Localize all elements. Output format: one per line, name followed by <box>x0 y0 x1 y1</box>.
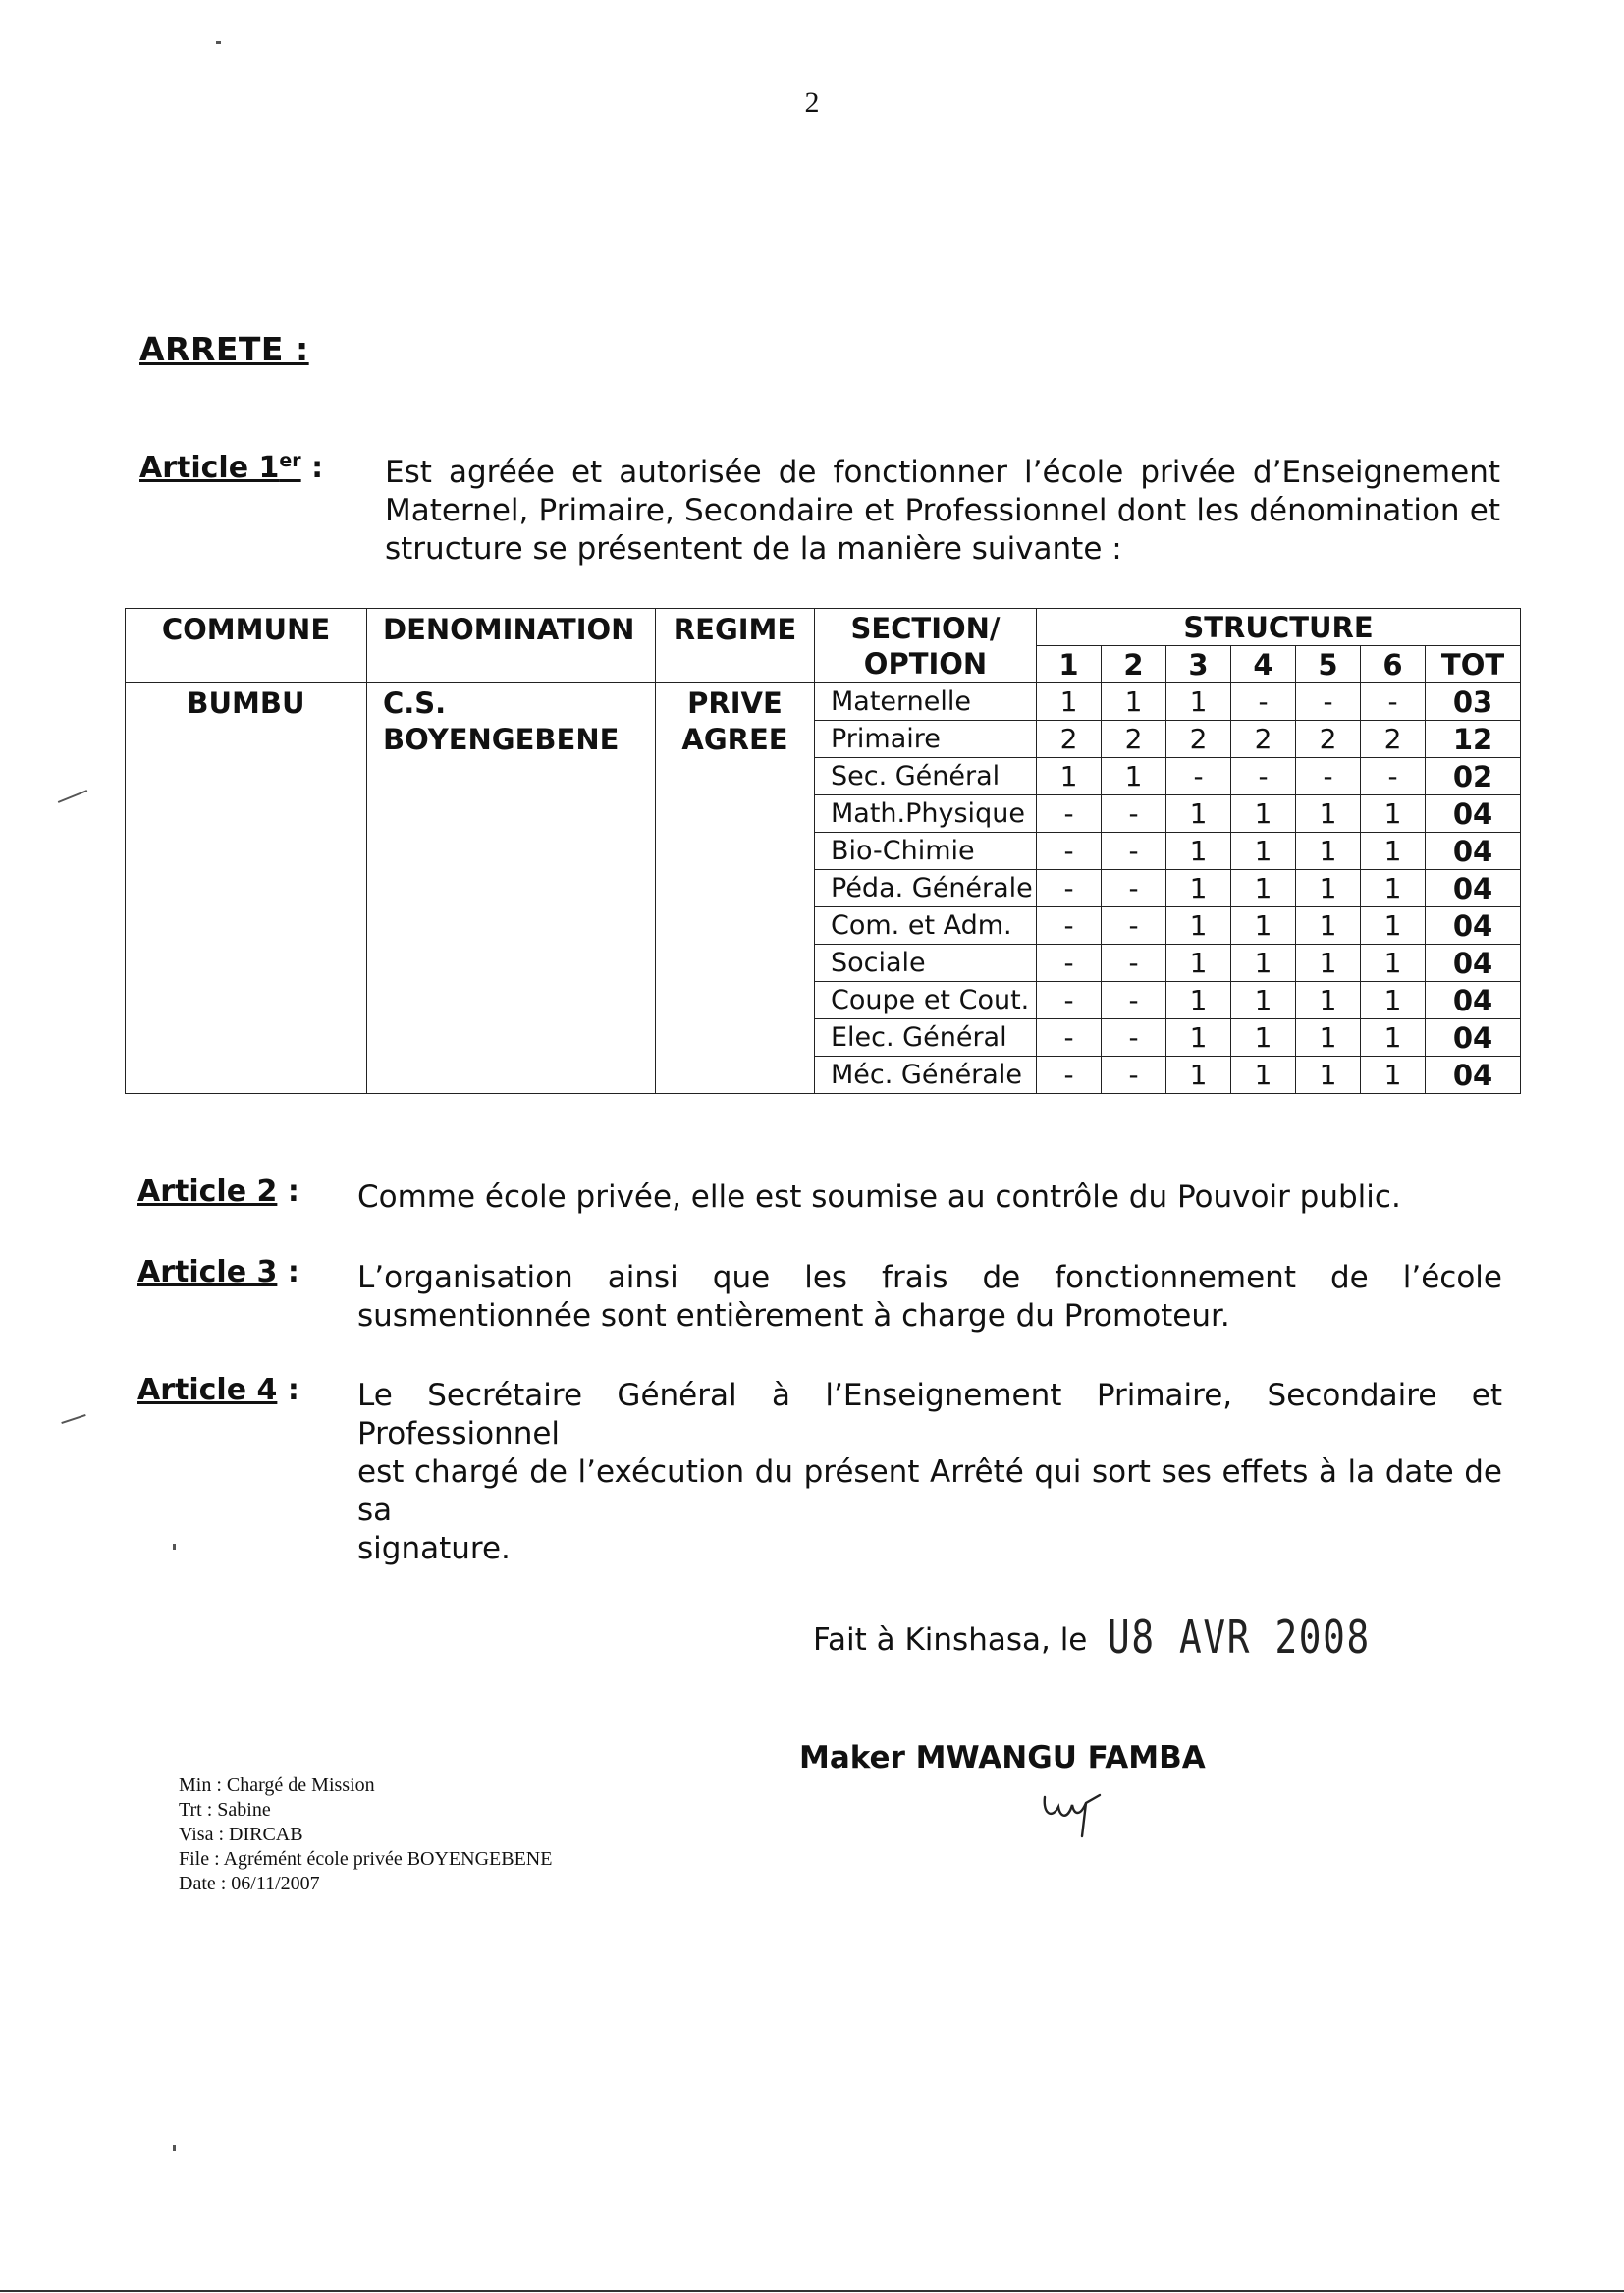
year-value-cell: - <box>1296 758 1361 795</box>
denomination-line: C.S. <box>383 686 447 720</box>
article-4-line: est chargé de l’exécution du présent Arrêté qui sort ses effets à la date de sa <box>357 1454 1502 1528</box>
header-regime: REGIME <box>656 609 815 683</box>
article-3-line: L’organisation ainsi que les frais de fonctionnement de l’école <box>357 1260 1502 1295</box>
year-value-cell: - <box>1231 683 1296 721</box>
page-bottom-edge <box>0 2290 1624 2292</box>
year-value-cell: 2 <box>1102 721 1166 758</box>
year-value-cell: 1 <box>1166 833 1231 870</box>
section-cell: Péda. Générale <box>815 870 1037 907</box>
year-value-cell: 2 <box>1037 721 1102 758</box>
header-total: TOT <box>1426 646 1521 683</box>
year-value-cell: 2 <box>1166 721 1231 758</box>
article-3-label-suffix: : <box>277 1255 299 1289</box>
year-value-cell: - <box>1037 833 1102 870</box>
total-cell: 04 <box>1426 795 1521 833</box>
year-value-cell: 1 <box>1296 907 1361 945</box>
page-heading: ARRETE : <box>139 330 309 368</box>
article-3-label <box>137 1255 299 1289</box>
header-year: 5 <box>1296 646 1361 683</box>
year-value-cell: 1 <box>1231 945 1296 982</box>
reference-line: Visa : DIRCAB <box>179 1824 303 1845</box>
header-section <box>815 609 1037 683</box>
year-value-cell: 1 <box>1296 1019 1361 1057</box>
total-cell: 04 <box>1426 1019 1521 1057</box>
reference-line: Trt : Sabine <box>179 1799 271 1821</box>
article-4-line: signature. <box>357 1531 511 1566</box>
year-value-cell: 1 <box>1166 795 1231 833</box>
article-1-label-main: Article 1 <box>139 451 280 485</box>
article-1-line: Maternel, Primaire, Secondaire et Professionnel dont les dénomination et <box>385 493 1500 528</box>
year-value-cell: 1 <box>1231 982 1296 1019</box>
year-value-cell: 1 <box>1296 795 1361 833</box>
year-value-cell: 1 <box>1166 1019 1231 1057</box>
year-value-cell: 2 <box>1296 721 1361 758</box>
section-cell: Math.Physique <box>815 795 1037 833</box>
year-value-cell: 1 <box>1231 907 1296 945</box>
denomination-line: BOYENGEBENE <box>383 723 620 756</box>
year-value-cell: 1 <box>1166 683 1231 721</box>
article-3-line: susmentionnée sont entièrement à charge du Promoteur. <box>357 1298 1230 1334</box>
scan-speck <box>58 790 87 803</box>
year-value-cell: - <box>1037 870 1102 907</box>
article-4-label <box>137 1373 299 1407</box>
header-denomination: DENOMINATION <box>367 609 656 683</box>
year-value-cell: 1 <box>1231 833 1296 870</box>
year-value-cell: 1 <box>1102 683 1166 721</box>
year-value-cell: - <box>1102 907 1166 945</box>
year-value-cell: - <box>1231 758 1296 795</box>
year-value-cell: - <box>1102 1057 1166 1094</box>
total-cell: 03 <box>1426 683 1521 721</box>
year-value-cell: 1 <box>1166 945 1231 982</box>
year-value-cell: - <box>1037 1057 1102 1094</box>
article-2-text <box>357 1178 1502 1217</box>
article-1-label-suffix: : <box>300 451 324 485</box>
year-value-cell: 1 <box>1231 870 1296 907</box>
year-value-cell: - <box>1102 1019 1166 1057</box>
article-2-line: Comme école privée, elle est soumise au contrôle du Pouvoir public. <box>357 1179 1401 1215</box>
header-year: 6 <box>1361 646 1426 683</box>
total-cell: 04 <box>1426 945 1521 982</box>
total-cell: 12 <box>1426 721 1521 758</box>
year-value-cell: - <box>1037 1019 1102 1057</box>
year-value-cell: 1 <box>1361 945 1426 982</box>
article-1-line: Est agréée et autorisée de fonctionner l’école privée d’Enseignement <box>385 455 1500 490</box>
year-value-cell: - <box>1102 833 1166 870</box>
signature-place: Fait à Kinshasa, le <box>813 1622 1088 1658</box>
year-value-cell: 1 <box>1231 795 1296 833</box>
year-value-cell: - <box>1037 982 1102 1019</box>
article-4-label-main: Article 4 <box>137 1373 278 1407</box>
article-1-line: structure se présentent de la manière suivante : <box>385 531 1122 567</box>
year-value-cell: 1 <box>1102 758 1166 795</box>
section-cell: Primaire <box>815 721 1037 758</box>
year-value-cell: 1 <box>1296 1057 1361 1094</box>
header-section-line2: OPTION <box>863 646 988 681</box>
header-year: 3 <box>1166 646 1231 683</box>
section-cell: Com. et Adm. <box>815 907 1037 945</box>
year-value-cell: 2 <box>1231 721 1296 758</box>
year-value-cell: 1 <box>1361 870 1426 907</box>
year-value-cell: - <box>1102 870 1166 907</box>
year-value-cell: 1 <box>1037 683 1102 721</box>
section-cell: Sociale <box>815 945 1037 982</box>
article-1-label-sup: er <box>279 450 301 471</box>
article-4-label-suffix: : <box>277 1373 299 1407</box>
regime-cell <box>656 683 815 1094</box>
total-cell: 02 <box>1426 758 1521 795</box>
total-cell: 04 <box>1426 870 1521 907</box>
article-4-line: Le Secrétaire Général à l’Enseignement Primaire, Secondaire et Professionnel <box>357 1378 1502 1451</box>
year-value-cell: - <box>1037 907 1102 945</box>
section-cell: Elec. Général <box>815 1019 1037 1057</box>
scan-speck <box>216 41 221 44</box>
regime-line: AGREE <box>681 723 788 756</box>
table-header-row <box>126 609 1521 646</box>
header-section-line1: SECTION/ <box>850 611 1001 645</box>
reference-line: File : Agrémént école privée BOYENGEBENE <box>179 1848 553 1870</box>
year-value-cell: 1 <box>1296 870 1361 907</box>
article-2-label <box>137 1174 299 1209</box>
total-cell: 04 <box>1426 833 1521 870</box>
structure-table <box>125 608 1521 1094</box>
total-cell: 04 <box>1426 982 1521 1019</box>
handwritten-signature <box>1039 1785 1108 1844</box>
header-year: 4 <box>1231 646 1296 683</box>
year-value-cell: - <box>1296 683 1361 721</box>
year-value-cell: - <box>1102 982 1166 1019</box>
section-cell: Coupe et Cout. <box>815 982 1037 1019</box>
scan-speck <box>61 1414 85 1424</box>
scan-speck <box>173 1544 176 1550</box>
year-value-cell: 1 <box>1361 1057 1426 1094</box>
year-value-cell: 1 <box>1231 1057 1296 1094</box>
date-stamp: U8 AVR 2008 <box>1108 1611 1371 1664</box>
section-cell: Maternelle <box>815 683 1037 721</box>
total-cell: 04 <box>1426 907 1521 945</box>
article-1-text <box>385 454 1500 569</box>
commune-value: BUMBU <box>187 686 305 720</box>
article-2-label-main: Article 2 <box>137 1174 278 1209</box>
total-cell: 04 <box>1426 1057 1521 1094</box>
denomination-cell <box>367 683 656 1094</box>
year-value-cell: 1 <box>1037 758 1102 795</box>
year-value-cell: 1 <box>1361 833 1426 870</box>
reference-block <box>179 1774 552 1896</box>
reference-line: Date : 06/11/2007 <box>179 1873 320 1894</box>
year-value-cell: 1 <box>1166 1057 1231 1094</box>
year-value-cell: - <box>1102 945 1166 982</box>
year-value-cell: - <box>1037 795 1102 833</box>
year-value-cell: 1 <box>1231 1019 1296 1057</box>
year-value-cell: 1 <box>1296 945 1361 982</box>
regime-line: PRIVE <box>687 686 783 720</box>
signer-name: Maker MWANGU FAMBA <box>799 1740 1206 1775</box>
header-structure: STRUCTURE <box>1037 609 1521 646</box>
year-value-cell: 1 <box>1361 907 1426 945</box>
section-cell: Sec. Général <box>815 758 1037 795</box>
scan-speck <box>173 2145 176 2151</box>
year-value-cell: - <box>1037 945 1102 982</box>
table-row <box>126 683 1521 721</box>
year-value-cell: 1 <box>1296 833 1361 870</box>
year-value-cell: 1 <box>1361 795 1426 833</box>
header-year: 2 <box>1102 646 1166 683</box>
reference-line: Min : Chargé de Mission <box>179 1774 375 1796</box>
year-value-cell: 1 <box>1166 907 1231 945</box>
header-commune: COMMUNE <box>126 609 367 683</box>
article-3-text <box>357 1259 1502 1336</box>
year-value-cell: - <box>1166 758 1231 795</box>
article-1-label <box>139 450 323 485</box>
commune-cell <box>126 683 367 1094</box>
section-cell: Méc. Générale <box>815 1057 1037 1094</box>
article-3-label-main: Article 3 <box>137 1255 278 1289</box>
article-4-text <box>357 1377 1502 1568</box>
year-value-cell: 1 <box>1361 1019 1426 1057</box>
section-cell: Bio-Chimie <box>815 833 1037 870</box>
year-value-cell: - <box>1102 795 1166 833</box>
year-value-cell: 1 <box>1361 982 1426 1019</box>
article-2-label-suffix: : <box>277 1174 299 1209</box>
year-value-cell: 2 <box>1361 721 1426 758</box>
year-value-cell: 1 <box>1166 870 1231 907</box>
year-value-cell: 1 <box>1166 982 1231 1019</box>
page-number: 2 <box>804 86 820 119</box>
year-value-cell: - <box>1361 758 1426 795</box>
year-value-cell: 1 <box>1296 982 1361 1019</box>
header-year: 1 <box>1037 646 1102 683</box>
year-value-cell: - <box>1361 683 1426 721</box>
